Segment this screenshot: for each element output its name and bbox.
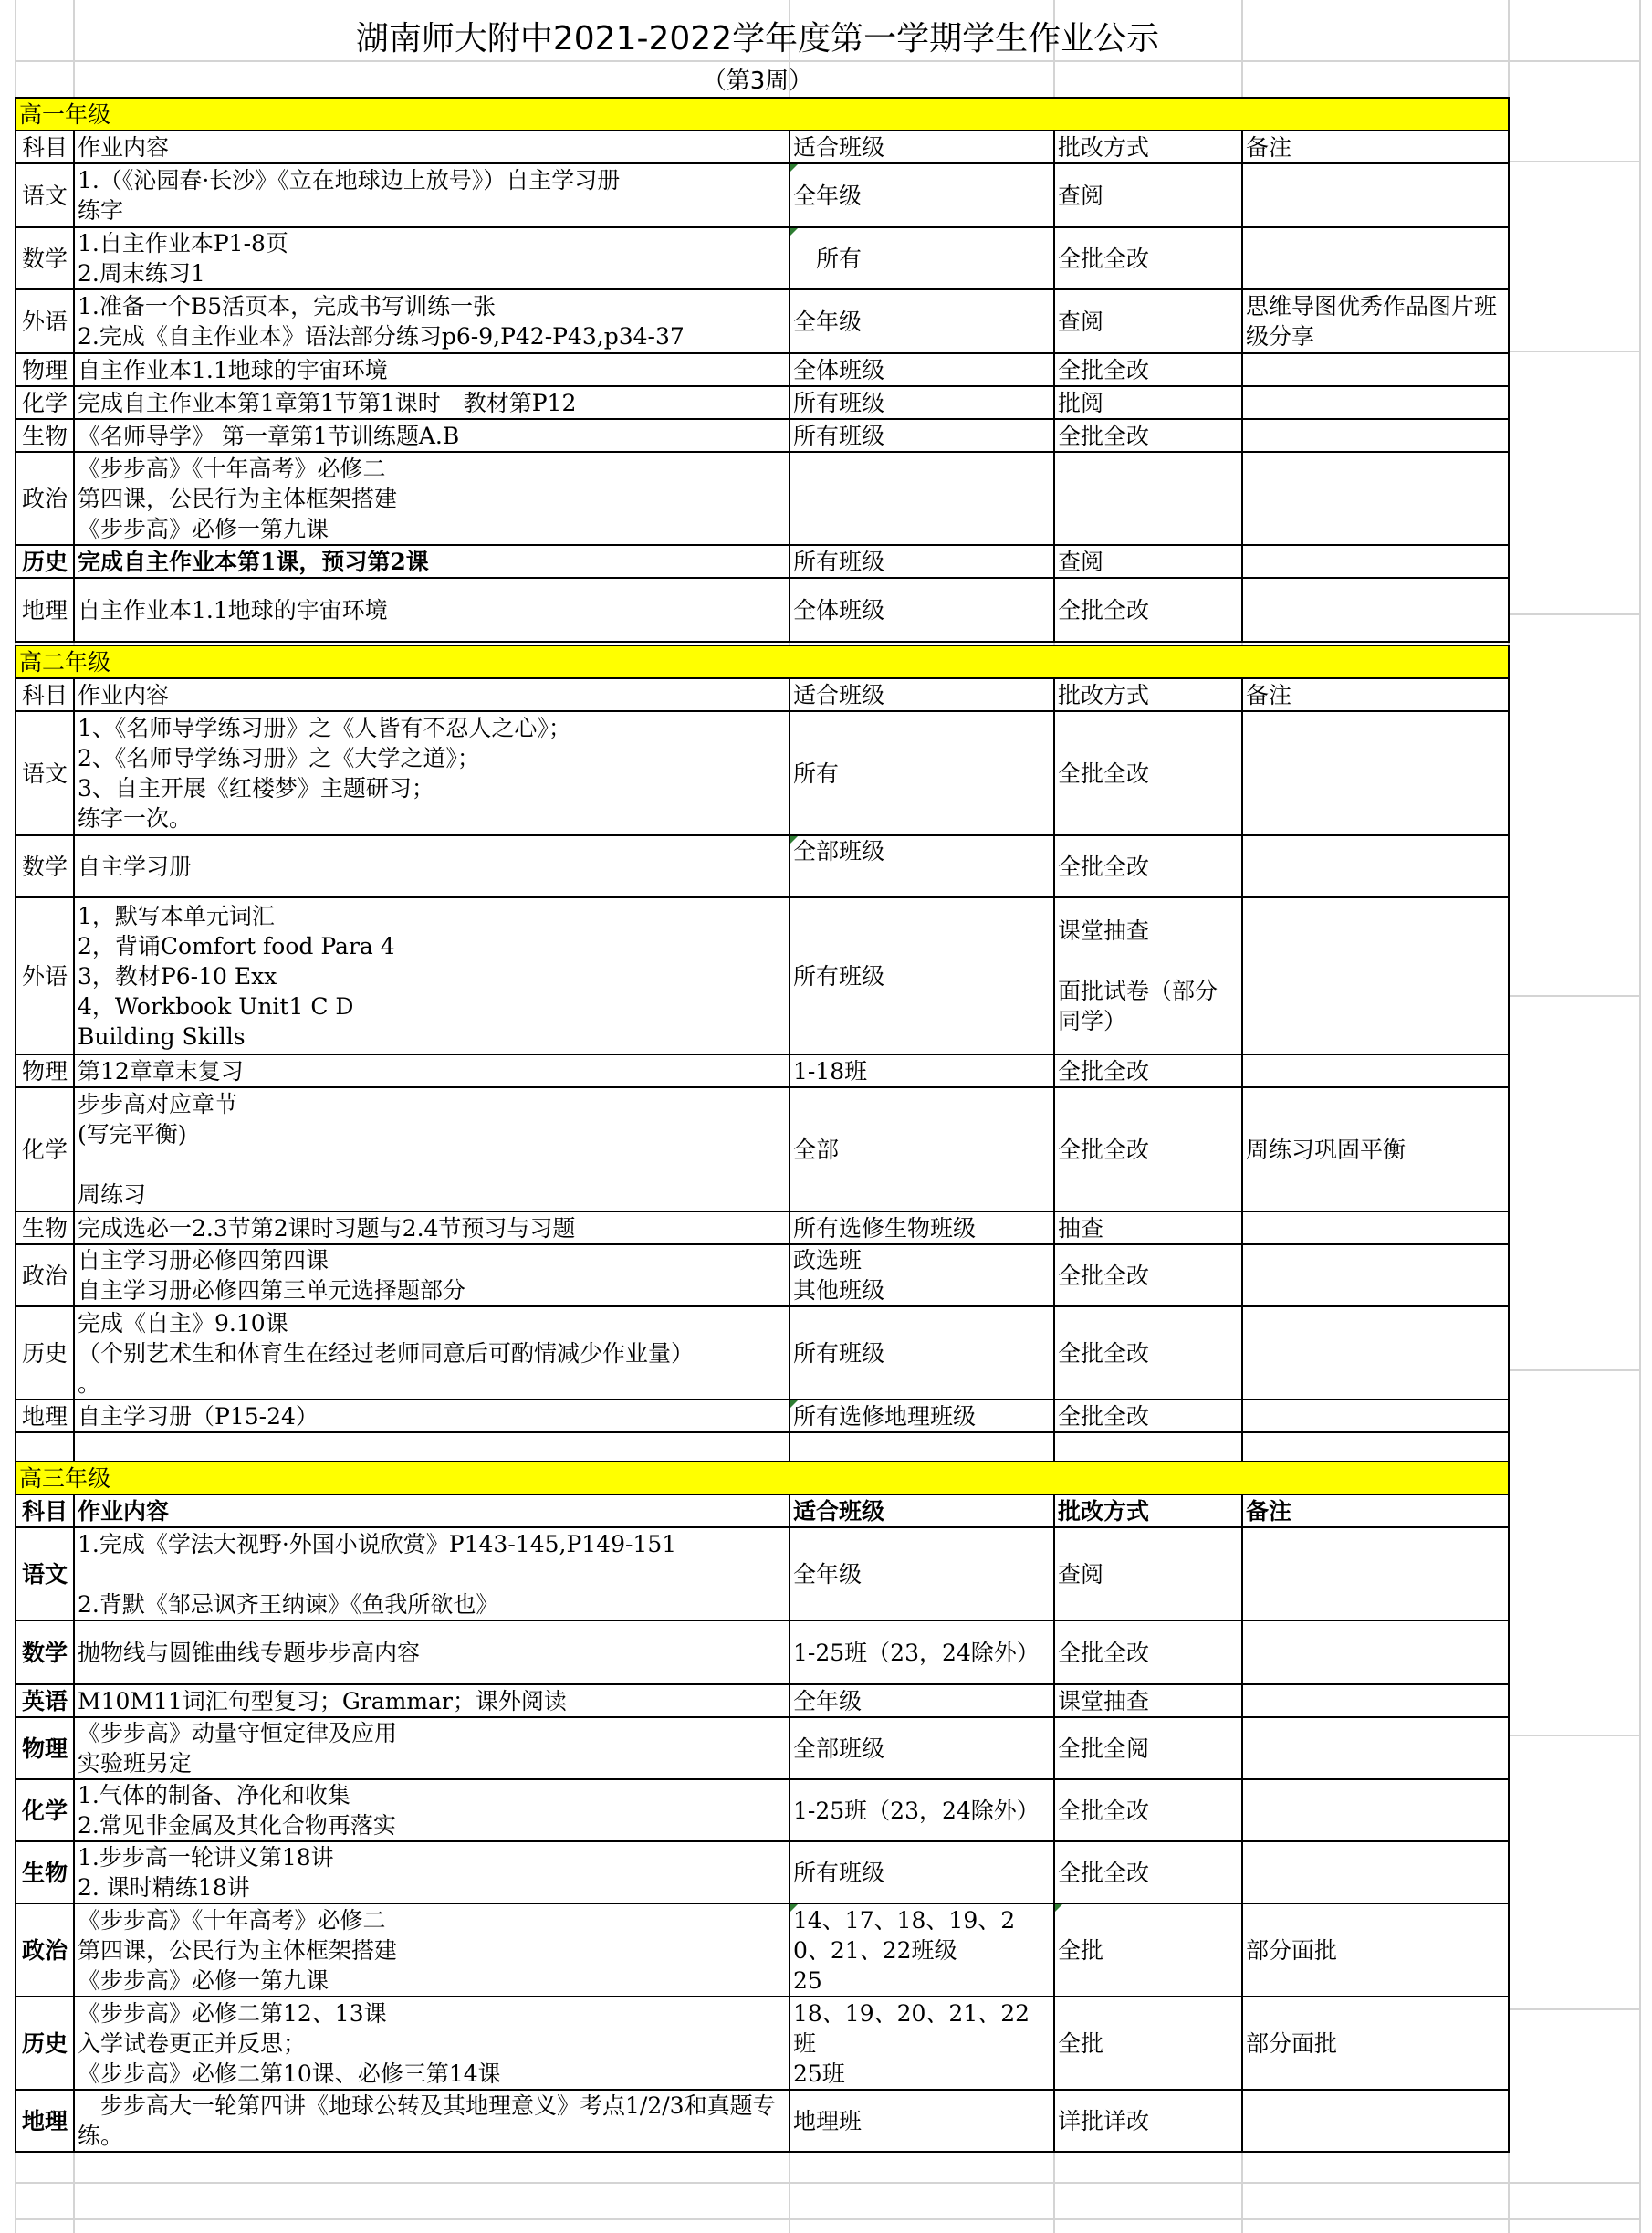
method-cell: 全批: [1054, 1997, 1242, 2090]
notes-cell: 周练习巩固平衡: [1242, 1087, 1509, 1211]
notes-cell: [1242, 1620, 1509, 1684]
content-cell: 完成《自主》9.10课 （个别艺术生和体育生在经过老师同意后可酌情减少作业量） 。: [74, 1306, 789, 1400]
content-cell: 步步高大一轮第四讲《地球公转及其地理意义》考点1/2/3和真题专练。: [74, 2090, 789, 2152]
table-row: [16, 1717, 1509, 1779]
notes-cell: [1242, 1841, 1509, 1903]
method-cell: 详批详改: [1054, 2090, 1242, 2152]
method-cell: 全批全改: [1054, 578, 1242, 642]
table-row: [16, 289, 1509, 353]
content-cell: 第12章章末复习: [74, 1054, 789, 1087]
notes-cell: [1242, 386, 1509, 419]
content-cell: 抛物线与圆锥曲线专题步步高内容: [74, 1620, 789, 1684]
content-cell: 完成自主作业本第1章第1节第1课时 教材第P12: [74, 386, 789, 419]
subject-cell: 数学: [16, 835, 74, 897]
notes-cell: 部分面批: [1242, 1903, 1509, 1997]
notes-cell: [1242, 419, 1509, 452]
blank-cell: [74, 1432, 789, 1463]
content-cell: 1.（《沁园春·长沙》《立在地球边上放号》）自主学习册 练字: [74, 163, 789, 227]
content-cell: 《步步高》《十年高考》必修二 第四课，公民行为主体框架搭建 《步步高》必修一第九课: [74, 1903, 789, 1997]
method-cell: 查阅: [1054, 289, 1242, 353]
notes-cell: [1242, 1244, 1509, 1306]
table-row: [16, 1841, 1509, 1903]
method-cell: 课堂抽查: [1054, 1684, 1242, 1717]
classes-cell: 全年级: [789, 1527, 1054, 1620]
col-header-classes: 适合班级: [789, 131, 1054, 163]
table-row: [16, 1997, 1509, 2090]
method-cell: 全批全改: [1054, 1087, 1242, 1211]
method-cell: 全批全改: [1054, 711, 1242, 835]
notes-cell: [1242, 1211, 1509, 1244]
grid-line: [1508, 161, 1639, 162]
notes-cell: [1242, 353, 1509, 386]
table-row: [16, 1684, 1509, 1717]
subject-cell: 生物: [16, 1211, 74, 1244]
content-cell: 《步步高》《十年高考》必修二 第四课，公民行为主体框架搭建 《步步高》必修一第九课: [74, 452, 789, 545]
table-row: [16, 1054, 1509, 1087]
classes-cell: [789, 452, 1054, 545]
content-cell: 《步步高》动量守恒定律及应用 实验班另定: [74, 1717, 789, 1779]
content-cell: 自主作业本1.1地球的宇宙环境: [74, 578, 789, 642]
notes-cell: [1242, 835, 1509, 897]
notes-cell: [1242, 1684, 1509, 1717]
column-header-row: [16, 131, 1509, 163]
method-cell: 全批全改: [1054, 1306, 1242, 1400]
classes-cell: 所有班级: [789, 545, 1054, 578]
subject-cell: 外语: [16, 289, 74, 353]
col-header-content: 作业内容: [74, 1494, 789, 1527]
method-cell: 全批全改: [1054, 835, 1242, 897]
classes-cell: 1-18班: [789, 1054, 1054, 1087]
content-cell: 《步步高》必修二第12、13课 入学试卷更正并反思； 《步步高》必修二第10课、必修三第14课: [74, 1997, 789, 2090]
content-cell: 1、《名师导学练习册》之《人皆有不忍人之心》； 2、《名师导学练习册》之《大学之道》； 3、自主开展《红楼梦》主题研习； 练字一次。: [74, 711, 789, 835]
method-cell: [1054, 452, 1242, 545]
col-header-content: 作业内容: [74, 131, 789, 163]
col-header-classes: 适合班级: [789, 1494, 1054, 1527]
method-cell: 抽查: [1054, 1211, 1242, 1244]
subject-cell: 英语: [16, 1684, 74, 1717]
grid-line: [15, 2218, 1639, 2220]
table-row: [16, 1244, 1509, 1306]
content-cell: 1.完成《学法大视野·外国小说欣赏》P143-145,P149-151 2.背默《邹忌讽齐王纳谏》《鱼我所欲也》: [74, 1527, 789, 1620]
content-cell: 自主学习册（P15-24）: [74, 1400, 789, 1432]
method-cell: 课堂抽查 面批试卷（部分同学）: [1054, 897, 1242, 1054]
blank-row: [16, 1432, 1509, 1463]
table-row: [16, 1087, 1509, 1211]
col-header-method: 批改方式: [1054, 1494, 1242, 1527]
classes-cell: 全体班级: [789, 578, 1054, 642]
classes-cell: 全部: [789, 1087, 1054, 1211]
classes-cell: 全年级: [789, 163, 1054, 227]
col-header-method: 批改方式: [1054, 678, 1242, 711]
table-row: [16, 163, 1509, 227]
blank-cell: [789, 1432, 1054, 1463]
col-header-notes: 备注: [1242, 131, 1509, 163]
notes-cell: [1242, 897, 1509, 1054]
grid-line: [1508, 1369, 1639, 1371]
content-cell: 1.气体的制备、净化和收集 2.常见非金属及其化合物再落实: [74, 1779, 789, 1841]
classes-cell: 18、19、20、21、22班 25班: [789, 1997, 1054, 2090]
classes-cell: 1-25班（23，24除外）: [789, 1620, 1054, 1684]
grid-line: [1508, 995, 1639, 997]
subject-cell: 物理: [16, 1717, 74, 1779]
notes-cell: [1242, 452, 1509, 545]
content-cell: 完成选必一2.3节第2课时习题与2.4节预习与习题: [74, 1211, 789, 1244]
blank-cell: [1054, 1432, 1242, 1463]
content-cell: 自主学习册必修四第四课 自主学习册必修四第三单元选择题部分: [74, 1244, 789, 1306]
method-cell: 全批全改: [1054, 1841, 1242, 1903]
method-cell: 全批全改: [1054, 1400, 1242, 1432]
notes-cell: [1242, 2090, 1509, 2152]
table-row: [16, 545, 1509, 578]
content-cell: 1.准备一个B5活页本，完成书写训练一张 2.完成《自主作业本》语法部分练习p6-9,P42-P43,p34-37: [74, 289, 789, 353]
notes-cell: [1242, 1527, 1509, 1620]
subject-cell: 语文: [16, 1527, 74, 1620]
subject-cell: 化学: [16, 1779, 74, 1841]
subject-cell: 化学: [16, 386, 74, 419]
classes-cell: 全体班级: [789, 353, 1054, 386]
method-cell: 全批全阅: [1054, 1717, 1242, 1779]
subject-cell: 物理: [16, 353, 74, 386]
grid-line: [1508, 351, 1639, 352]
table-row: [16, 578, 1509, 642]
classes-cell: 所有班级: [789, 897, 1054, 1054]
content-cell: M10M11词汇句型复习；Grammar；课外阅读: [74, 1684, 789, 1717]
table-row: [16, 1620, 1509, 1684]
method-cell: 全批: [1054, 1903, 1242, 1997]
table-row: [16, 353, 1509, 386]
subject-cell: 生物: [16, 419, 74, 452]
subject-cell: 政治: [16, 1903, 74, 1997]
table-row: [16, 1527, 1509, 1620]
notes-cell: [1242, 1054, 1509, 1087]
subject-cell: 物理: [16, 1054, 74, 1087]
classes-cell: 政选班 其他班级: [789, 1244, 1054, 1306]
classes-cell: 所有选修地理班级: [789, 1400, 1054, 1432]
table-row: [16, 1400, 1509, 1432]
method-cell: 查阅: [1054, 545, 1242, 578]
content-cell: 《名师导学》 第一章第1节训练题A.B: [74, 419, 789, 452]
subject-cell: 生物: [16, 1841, 74, 1903]
classes-cell: 全年级: [789, 1684, 1054, 1717]
table-row: [16, 2090, 1509, 2152]
blank-cell: [1242, 1432, 1509, 1463]
subject-cell: 外语: [16, 897, 74, 1054]
notes-cell: 思维导图优秀作品图片班级分享: [1242, 289, 1509, 353]
subject-cell: 地理: [16, 2090, 74, 2152]
grid-line: [1508, 1735, 1639, 1736]
classes-cell: 所有班级: [789, 419, 1054, 452]
subject-cell: 政治: [16, 452, 74, 545]
method-cell: 全批全改: [1054, 1244, 1242, 1306]
subject-cell: 地理: [16, 578, 74, 642]
classes-cell: 所有: [789, 227, 1054, 289]
grade-table-2: [15, 645, 1510, 1464]
col-header-subject: 科目: [16, 1494, 74, 1527]
week-label: （第3周）: [702, 68, 813, 95]
col-header-content: 作业内容: [74, 678, 789, 711]
classes-cell: 所有: [789, 711, 1054, 835]
table-row: [16, 835, 1509, 897]
grid-line: [1639, 0, 1641, 2233]
table-row: [16, 1306, 1509, 1400]
classes-cell: 所有班级: [789, 1306, 1054, 1400]
notes-cell: [1242, 1779, 1509, 1841]
classes-cell: 14、17、18、19、20、21、22班级 25: [789, 1903, 1054, 1997]
classes-cell: 地理班: [789, 2090, 1054, 2152]
grade-table-1: [15, 97, 1510, 643]
notes-cell: [1242, 1400, 1509, 1432]
table-row: [16, 419, 1509, 452]
method-cell: 全批全改: [1054, 419, 1242, 452]
method-cell: 全批全改: [1054, 1779, 1242, 1841]
grid-line: [1508, 613, 1639, 615]
content-cell: 步步高对应章节 (写完平衡) 周练习: [74, 1087, 789, 1211]
col-header-notes: 备注: [1242, 678, 1509, 711]
notes-cell: [1242, 163, 1509, 227]
grid-line: [1508, 2008, 1639, 2010]
subject-cell: 数学: [16, 227, 74, 289]
grid-line: [15, 2182, 1639, 2184]
content-cell: 1，默写本单元词汇 2，背诵Comfort food Para 4 3，教材P6-10 Exx 4，Workbook Unit1 C D Building Skills: [74, 897, 789, 1054]
table-row: [16, 227, 1509, 289]
grade-band: 高二年级: [16, 645, 1509, 678]
table-row: [16, 452, 1509, 545]
column-header-row: [16, 1494, 1509, 1527]
subject-cell: 数学: [16, 1620, 74, 1684]
blank-cell: [16, 1432, 74, 1463]
notes-cell: [1242, 578, 1509, 642]
classes-cell: 所有班级: [789, 386, 1054, 419]
grade-table-3: [15, 1461, 1510, 2153]
classes-cell: 全部班级: [789, 1717, 1054, 1779]
content-cell: 1.自主作业本P1-8页 2.周末练习1: [74, 227, 789, 289]
column-header-row: [16, 678, 1509, 711]
subject-cell: 地理: [16, 1400, 74, 1432]
notes-cell: [1242, 227, 1509, 289]
classes-cell: 全年级: [789, 289, 1054, 353]
grade-band: 高一年级: [16, 98, 1509, 131]
table-row: [16, 1903, 1509, 1997]
content-cell: 自主作业本1.1地球的宇宙环境: [74, 353, 789, 386]
table-row: [16, 897, 1509, 1054]
table-row: [16, 386, 1509, 419]
table-row: [16, 711, 1509, 835]
method-cell: 全批全改: [1054, 227, 1242, 289]
col-header-subject: 科目: [16, 678, 74, 711]
subject-cell: 语文: [16, 163, 74, 227]
notes-cell: 部分面批: [1242, 1997, 1509, 2090]
method-cell: 查阅: [1054, 163, 1242, 227]
grade-band: 高三年级: [16, 1462, 1509, 1494]
subject-cell: 历史: [16, 1306, 74, 1400]
notes-cell: [1242, 1306, 1509, 1400]
subject-cell: 历史: [16, 1997, 74, 2090]
content-cell: 完成自主作业本第1课，预习第2课: [74, 545, 789, 578]
subject-cell: 政治: [16, 1244, 74, 1306]
method-cell: 查阅: [1054, 1527, 1242, 1620]
col-header-notes: 备注: [1242, 1494, 1509, 1527]
col-header-classes: 适合班级: [789, 678, 1054, 711]
classes-cell: 所有选修生物班级: [789, 1211, 1054, 1244]
content-cell: 1.步步高一轮讲义第18讲 2. 课时精练18讲: [74, 1841, 789, 1903]
subject-cell: 语文: [16, 711, 74, 835]
page-title: 湖南师大附中2021-2022学年度第一学期学生作业公示: [355, 20, 1160, 58]
content-cell: 自主学习册: [74, 835, 789, 897]
notes-cell: [1242, 1717, 1509, 1779]
col-header-subject: 科目: [16, 131, 74, 163]
classes-cell: 全部班级: [789, 835, 1054, 897]
classes-cell: 所有班级: [789, 1841, 1054, 1903]
method-cell: 全批全改: [1054, 353, 1242, 386]
subject-cell: 化学: [16, 1087, 74, 1211]
classes-cell: 1-25班（23，24除外）: [789, 1779, 1054, 1841]
col-header-method: 批改方式: [1054, 131, 1242, 163]
notes-cell: [1242, 711, 1509, 835]
method-cell: 全批全改: [1054, 1054, 1242, 1087]
table-row: [16, 1779, 1509, 1841]
method-cell: 批阅: [1054, 386, 1242, 419]
method-cell: 全批全改: [1054, 1620, 1242, 1684]
subject-cell: 历史: [16, 545, 74, 578]
table-row: [16, 1211, 1509, 1244]
notes-cell: [1242, 545, 1509, 578]
